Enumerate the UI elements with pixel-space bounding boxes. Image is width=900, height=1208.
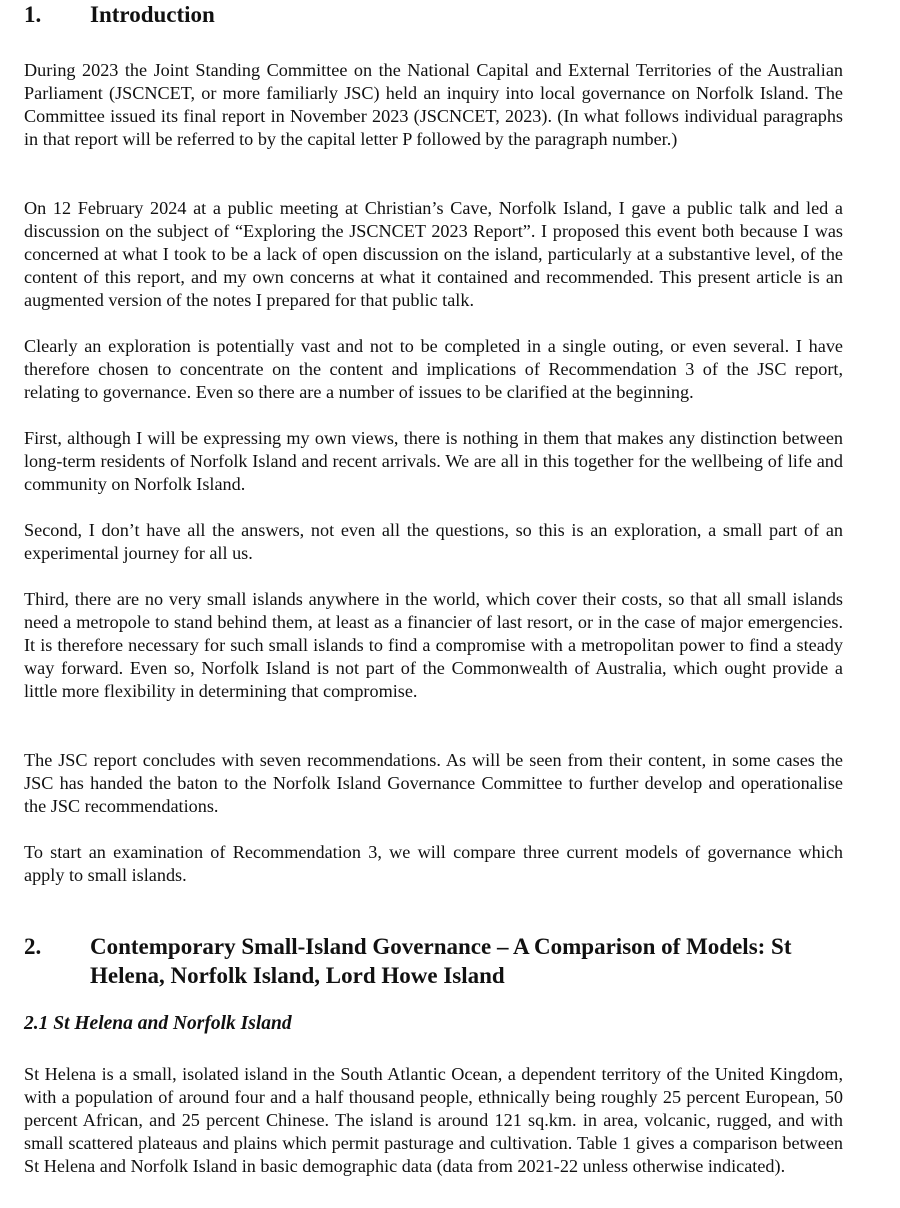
paragraph: St Helena is a small, isolated island in the South Atlantic Ocean, a dependent territory of the United Kingdom, with a population of around four and a half thousand people, ethnically being roughly 25 percent European, 50 percent African, and 25 percent Chinese. The island is around 121 sq.km. in area, volcanic, rugged, and with small scattered plateaus and plains which permit pasturage and cultivation. Table 1 gives a comparison between St Helena and Norfolk Island in basic demographic data (data from 2021-22 unless otherwise indicated). [24,1064,843,1176]
paragraph: To start an examination of Recommendation 3, we will compare three current models of governance which apply to small islands. [24,842,843,885]
section-title: Contemporary Small-Island Governance – A Comparison of Models: St Helena, Norfolk Island, Lord Howe Island [90,934,792,988]
paragraph: First, although I will be expressing my own views, there is nothing in them that makes any distinction between long-term residents of Norfolk Island and recent arrivals. We are all in this together for the wellbeing of life and community on Norfolk Island. [24,428,843,494]
section-number: 2. [24,934,42,959]
subsection-heading: 2.1 St Helena and Norfolk Island [24,1013,292,1034]
paragraph: The JSC report concludes with seven recommendations. As will be seen from their content, in some cases the JSC has handed the baton to the Norfolk Island Governance Committee to further develop and operationalise the JSC recommendations. [24,750,843,816]
section-heading-introduction [24,0,870,29]
paragraph: Second, I don’t have all the answers, not even all the questions, so this is an exploration, a small part of an experimental journey for all us. [24,520,843,563]
paragraph: On 12 February 2024 at a public meeting at Christian’s Cave, Norfolk Island, I gave a public talk and led a discussion on the subject of “Exploring the JSCNCET 2023 Report”. I proposed this event both because I was concerned at what I took to be a lack of open discussion on the island, particularly at a substantive level, of the content of this report, and my own concerns at what it contained and recommended. This present article is an augmented version of the notes I prepared for that public talk. [24,198,843,310]
paragraph: Clearly an exploration is potentially vast and not to be completed in a single outing, or even several. I have therefore chosen to concentrate on the content and implications of Recommendation 3 of the JSC report, relating to governance. Even so there are a number of issues to be clarified at the beginning. [24,336,843,402]
paragraph: During 2023 the Joint Standing Committee on the National Capital and External Territories of the Australian Parliament (JSCNCET, or more familiarly JSC) held an inquiry into local governance on Norfolk Island. The Committee issued its final report in November 2023 (JSCNCET, 2023). (In what follows individual paragraphs in that report will be referred to by the capital letter P followed by the paragraph number.) [24,60,843,149]
section-heading-models [24,932,870,990]
paragraph: Third, there are no very small islands anywhere in the world, which cover their costs, so that all small islands need a metropole to stand behind them, at least as a financier of last resort, or in the case of major emergencies. It is therefore necessary for such small islands to find a compromise with a metropolitan power to find a steady way forward. Even so, Norfolk Island is not part of the Commonwealth of Australia, which ought provide a little more flexibility in determining that compromise. [24,589,843,701]
section-number: 1. [24,2,42,27]
section-title: Introduction [90,2,215,27]
